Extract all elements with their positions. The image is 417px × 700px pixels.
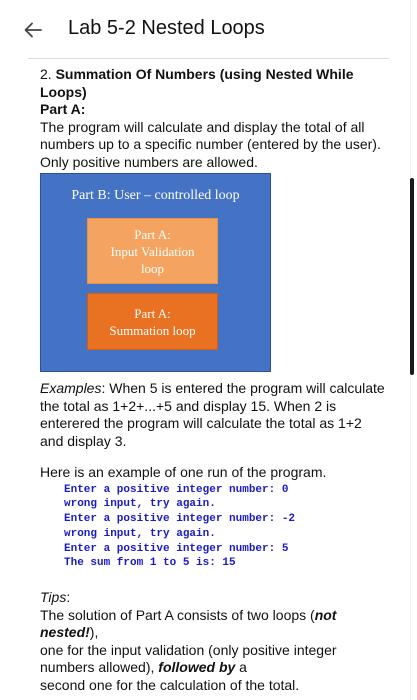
tips-line2-pre: one for the input validation (only positive integer numbers allowed), xyxy=(40,641,337,676)
output-line: The sum from 1 to 5 is: 15 xyxy=(64,557,236,570)
tips-colon: : xyxy=(66,589,71,606)
tips-line-3: second one for the calculation of the total. xyxy=(40,676,300,693)
section-number: 2. xyxy=(40,66,52,82)
box1-line1: Part A: xyxy=(134,226,171,242)
box1-line2: Input Validation xyxy=(110,243,195,259)
loop-diagram xyxy=(40,173,271,372)
tips-line-2 xyxy=(40,642,385,677)
program-output xyxy=(64,483,385,572)
section-description: The program will calculate and display the total of all numbers up to a specific number (entered by the user). Only positive numbers are allowed. xyxy=(40,118,381,170)
arrow-left-icon xyxy=(24,22,42,38)
header-divider xyxy=(28,58,389,59)
box1-line3: loop xyxy=(140,260,165,276)
tips-line2-bold: followed by xyxy=(158,659,236,676)
output-line: Enter a positive integer number: 5 xyxy=(64,542,289,555)
examples-paragraph xyxy=(40,380,385,450)
tips-line1-pre: The solution of Part A consists of two loops ( xyxy=(40,606,315,623)
tips-line-1 xyxy=(40,607,385,642)
section-heading xyxy=(40,66,385,101)
tips-line1-post: ), xyxy=(89,624,99,641)
tips-label-line xyxy=(40,589,385,607)
scrollbar-thumb[interactable] xyxy=(410,178,414,375)
output-line: Enter a positive integer number: -2 xyxy=(64,513,296,526)
section-heading-text: Summation Of Numbers (using Nested While Loops) xyxy=(40,66,354,100)
diagram-outer-label: Part B: User – controlled loop xyxy=(71,188,240,203)
run-example-intro: Here is an example of one run of the program. xyxy=(40,464,327,480)
examples-label: Examples xyxy=(40,380,102,396)
tips-line2-post: a xyxy=(235,659,247,676)
app-header xyxy=(0,0,417,58)
output-line: wrong input, try again. xyxy=(64,498,216,511)
page-title: Lab 5-2 Nested Loops xyxy=(68,17,265,39)
diagram-box-summation xyxy=(87,293,218,350)
box2-line1: Part A: xyxy=(134,305,171,321)
output-line: wrong input, try again. xyxy=(64,527,216,540)
output-line: Enter a positive integer number: 0 xyxy=(64,483,289,496)
lab-content xyxy=(40,66,385,694)
tips-label: Tips xyxy=(40,589,67,606)
part-label: Part A: xyxy=(40,101,86,117)
diagram-box-input-validation xyxy=(87,218,218,284)
tips-line1-bold: not nested! xyxy=(40,606,337,641)
back-button[interactable] xyxy=(22,19,44,41)
box2-line2: Summation loop xyxy=(109,322,196,338)
examples-text: : When 5 is entered the program will calculate the total as 1+2+...+5 and display 15. When 2 is enterered the program will calculate the total as 1+2 and display 3. xyxy=(40,380,385,449)
